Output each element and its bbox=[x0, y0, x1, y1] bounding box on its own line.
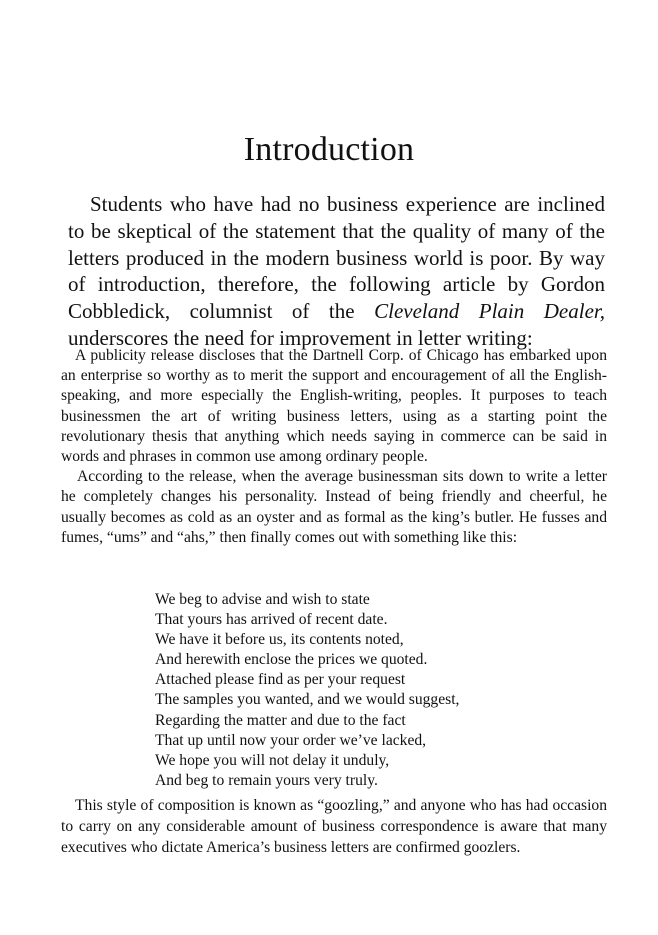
quote-paragraph-1: A publicity release discloses that the Dartnell Corp. of Chicago has embarked upon an enterprise so worthy as to merit the support and encouragement of all the English-speaking, and more especially the English-writing, peoples. It purposes to teach businessmen the art of writing business letters, using as a starting point the revolutionary thesis that anything which needs saying in commerce can be said in words and phrases in common use among ordinary people. bbox=[61, 347, 607, 466]
verse-line: Regarding the matter and due to the fact bbox=[155, 711, 406, 729]
verse-line: The samples you wanted, and we would suggest, bbox=[155, 691, 460, 709]
verse-line: Attached please find as per your request bbox=[155, 671, 406, 689]
verse-line: We have it before us, its contents noted, bbox=[155, 631, 404, 649]
verse-line: That up until now your order we’ve lacked, bbox=[155, 731, 427, 749]
publication-name: Cleveland Plain Dealer, bbox=[374, 299, 606, 324]
quote-paragraph-2: According to the release, when the average businessman sits down to write a letter he completely changes his personality. Instead of being friendly and cheerful, he usually becomes as cold as an oyster and as formal as the king’s butler. He fusses and fumes, “ums” and “ahs,” then finally comes out with something like this: bbox=[61, 468, 607, 546]
goozling-verse bbox=[155, 590, 575, 791]
closing-paragraph: This style of composition is known as “goozling,” and anyone who has had occasion to carry on any considerable amount of business correspondence is aware that many executives who dictate America’s business letters are confirmed goozlers. bbox=[61, 797, 607, 856]
intro-lead-text: Students who have had no business experience are inclined to be skeptical of the statement that the quality of many of the letters produced in the modern business world is poor. By way of introduction, therefore, the following article by Gordon Cobbledick, columnist of the bbox=[68, 192, 605, 324]
page-title: Introduction bbox=[243, 131, 415, 168]
verse-line: We beg to advise and wish to state bbox=[155, 591, 370, 608]
quoted-article bbox=[61, 346, 607, 548]
verse-line: We hope you will not delay it unduly, bbox=[155, 751, 390, 769]
verse-line: And beg to remain yours very truly. bbox=[155, 771, 378, 789]
intro-paragraph bbox=[68, 191, 605, 352]
verse-line: And herewith enclose the prices we quoted. bbox=[155, 651, 428, 669]
intro-tail-text: underscores the need for improvement in letter writing: bbox=[68, 325, 533, 350]
verse-line: That yours has arrived of recent date. bbox=[155, 611, 388, 629]
